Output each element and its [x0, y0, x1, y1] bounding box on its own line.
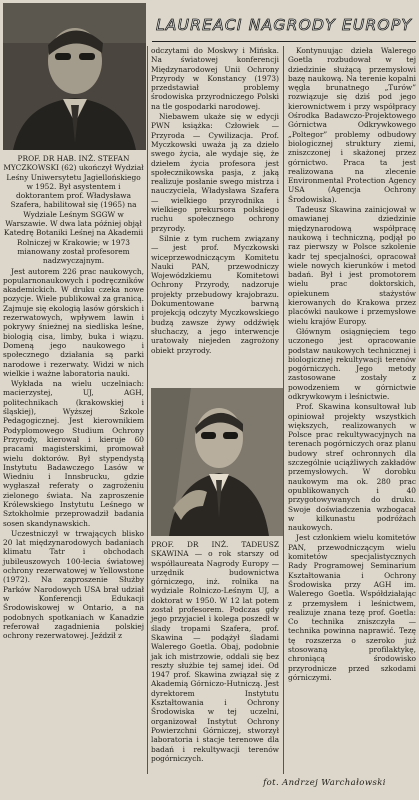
- col3-paragraph-3: Głównym osiągnięciem tego uczonego jest opracowanie podstaw naukowych technicznej i biologicznej rekultywacji terenów pogórniczych. Jego metody zastosowane zostały z powodzeniem w górnictwie odkrywkowym i leśnictwie.: [288, 326, 416, 401]
- column-2-lower: [151, 540, 279, 764]
- col2-paragraph-3: Silnie z tym ruchem związany — jest prof. Myczkowski wiceprzewodniczącym Komitetu Nauki PAN, przewodniczy Wojewódzkiemu Komitetowi Ochrony Przyrody, nadzoruje projekty przebudowy krajobrazu. Dokumentowane barwną projekcją odczyty Myczkowskiego budzą zawsze żywy oddźwięk słuchaczy, a jego interwencje uratowały niejeden zagrożony obiekt przyrody.: [151, 233, 279, 355]
- column-1: [3, 154, 144, 641]
- article-title: LAUREACI NAGRODY EUROPY: [155, 16, 413, 34]
- col1-paragraph-2: Wykłada na wielu uczelniach: macierzystej, UJ, AGH, politechnikach (krakowskiej i śląskiej), Wyższej Szkole Pedagogicznej. Jest kierownikiem Podyplomowego Studium Ochrony Przyrody, kierował i kieruje 60 pracami magisterskimi, promował wielu doktorów. Był stypendystą Instytutu Badawczego Lasów w Wiedniu i Innsbrucku, gdzie wygłaszał referaty o zagrożeniu zielonego świata. Na zaproszenie Królewskiego Instytutu Leśnego w Sztokholmie przeprowadził badania sosen skandynawskich.: [3, 379, 144, 528]
- portrait-photo-skawina: [151, 388, 284, 536]
- col3-paragraph-1: Kontynuując dzieła Walerego Goetla rozbudował w tej dziedzinie służącą przemysłowi bazę naukową. Na terenie kopalni węgla brunatnego „Turów” rozwiązuje się dziś pod jego kierownictwem i przy współpracy Ośrodka Badawczo-Projektowego Górnictwa Odkrywkowego „Poltegor” problemy odbudowy biologicznej struktury ziemi, zniszczonej i skażonej przez górnictwo. Praca ta jest realizowana na zlecenie Environmental Protection Agency USA (Agencja Ochrony Środowiska).: [288, 46, 416, 204]
- column-3: [288, 46, 416, 683]
- portrait-photo-myczkowski: [3, 3, 146, 150]
- col3-paragraph-5: Jest członkiem wielu komitetów PAN, przewodniczącym wielu komitetów specjalistycznych Rady Programowej Seminarium Kształtowania i Ochrony Środowiska przy AGH im. Walerego Goetla. Współdziałając z przemysłem i leśnictwem, realizuje znana tezę prof. Goetla: Co technika zniszczyła — technika powinna naprawić. Tezę tę rozszerza o szeroko już stosowaną profilaktykę, chroniącą środowisko przyrodnicze przed szkodami górniczymi.: [288, 533, 416, 682]
- col1-paragraph-1: Jest autorem 226 prac naukowych, popularnonaukowych i podręczników akademickich. W druku czeka nowe pozycje. Wiele publikował za granicą. Zajmuje się ekologią lasów górskich i rezerwatowych, wpływem lawin i pokrywy śnieżnej na siedliska leśne, biologią cisa, limby, buka i wiązu. Domeną jego naukowego i społecznego działania są parki narodowe i rezerwaty. Widzi w nich wielkie i ważne laboratoria nauki.: [3, 266, 144, 378]
- column-divider: [283, 46, 284, 774]
- caption-myczkowski: PROF. DR HAB. INŻ. STEFAN MYCZKOWSKI (62) ukończył Wydział Leśny Uniwersytetu Jagiellońskiego w 1952. Był asystentem i doktorantem prof. Władysława Szafera, habilitował się (1965) na Wydziale Leśnym SGGW w Warszawie. W dwa lata później objął Katedrę Botaniki Leśnej na Akademii Rolniczej w Krakowie; w 1973 mianowany został profesorem nadzwyczajnym.: [3, 154, 144, 266]
- col2-paragraph-1: odczytami do Moskwy i Mińska. Na światowej konferencji Międzynarodowej Unii Ochrony Przyrody w Konstancy (1973) przedstawiał problemy środowiska przyrodniczego Polski na tle gospodarki narodowej.: [151, 46, 279, 111]
- caption-skawina: PROF. DR INŻ. TADEUSZ SKAWINA — o rok starszy od współlaureata Nagrody Europy — urzędnik budownictwa górniczego, inż. rolnika na wydziale Rolniczo-Leśnym UJ, a doktorat w 1950. W 12 lat potem został profesorem. Podczas gdy jego przyjaciel i kolega poszedł w ślady tropami Szafera, prof. Skawina — podążył śladami Walerego Goetla. Obaj, podobnie jak ich mistrzowie, oddali się bez reszty służbie tej samej idei. Od 1947 prof. Skawina związał się z Akademią Górniczo-Hutniczą. Jest dyrektorem Instytutu Kształtowania i Ochrony Środowiska w tej uczelni, organizował Instytut Ochrony Powierzchni Górniczej, stworzył laboratoria i stacje terenowe dla badań i rekultywacji terenów pogórniczych.: [151, 540, 279, 763]
- column-2: [151, 46, 279, 356]
- column-divider: [147, 46, 148, 774]
- col1-paragraph-3: Uczestniczył w trwających blisko 20 lat międzynarodowych badaniach klimatu Tatr i obchodach jubileuszowych 100-lecia światowej ochrony rezerwatowej w Yellowstone (1972). Na zaproszenie Służby Parków Narodowych USA brał udział w Konferencji Edukacji Środowiskowej w Ontario, a na podobnych spotkaniach w Kanadzie referował zagadnienia polskiej ochrony rezerwatowej. Jeździł z: [3, 528, 144, 641]
- col2-paragraph-2: Niebawem ukaże się w edycji PWN książka: Człowiek — Przyroda — Cywilizacja. Prof. Myczkowski uważa ją za dzieło swego życia, ale wydaje się, że dziełem życia profesora jest społecznikowska pasja, z jaką realizuje posłanie swego mistrza i nauczyciela, Władysława Szafera — wielkiego przyrodnika i wielkiego prekursora polskiego ruchu społecznego ochrony przyrody.: [151, 112, 279, 233]
- article-masthead: [152, 2, 416, 42]
- col3-paragraph-2: Tadeusz Skawina zainicjował w omawianej dziedzinie międzynarodową współpracę naukową i techniczną, podjął po raz pierwszy w Polsce szkolenie kadr tej specjalności, opracował wiele nowych kierunków i metod badań. Był i jest promotorem wielu prac doktorskich, opiekunem stażystów kierowanych do Krakowa przez placówki naukowe i przemysłowe wielu krajów Europy.: [288, 205, 416, 326]
- photo-credit: fot. Andrzej Warchałowski: [263, 778, 386, 788]
- col3-paragraph-4: Prof. Skawina konsultował lub opiniował projekty wszystkich większych, realizowanych w Polsce prac rekultywacyjnych na terenach pogórniczych oraz planu budowy stref ochronnych dla szczególnie uciążliwych zakładów przemysłowych. W dorobku naukowym ma ok. 280 prac opublikowanych i 40 przygotowywanych do druku. Swoje doświadczenia wzbogacał w kilkunastu podróżach naukowych.: [288, 402, 416, 533]
